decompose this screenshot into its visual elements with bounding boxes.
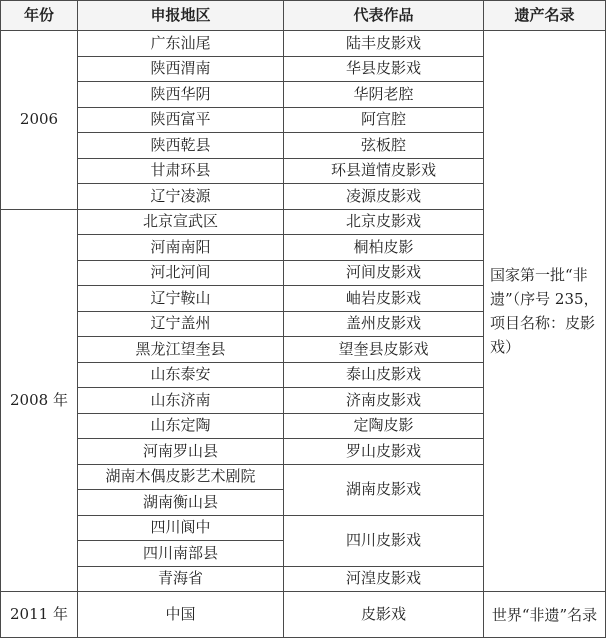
region-cell: 辽宁盖州 [78,311,284,337]
work-cell: 陆丰皮影戏 [284,31,484,57]
region-cell: 陕西富平 [78,107,284,133]
header-region: 申报地区 [78,1,284,31]
work-cell: 凌源皮影戏 [284,184,484,210]
work-cell: 华阴老腔 [284,82,484,108]
work-cell: 定陶皮影 [284,413,484,439]
region-cell: 辽宁凌源 [78,184,284,210]
region-cell: 广东汕尾 [78,31,284,57]
work-cell: 皮影戏 [284,592,484,638]
region-cell: 黑龙江望奎县 [78,337,284,363]
work-cell: 河间皮影戏 [284,260,484,286]
region-cell: 四川南部县 [78,541,284,567]
header-heritage: 遗产名录 [484,1,606,31]
region-cell: 河南罗山县 [78,439,284,465]
work-cell: 华县皮影戏 [284,56,484,82]
work-cell: 望奎县皮影戏 [284,337,484,363]
work-cell: 北京皮影戏 [284,209,484,235]
heritage-cell: 国家第一批“非遗”（序号 235，项目名称：皮影戏） [484,31,606,592]
work-cell: 弦板腔 [284,133,484,159]
work-cell: 济南皮影戏 [284,388,484,414]
region-cell: 四川阆中 [78,515,284,541]
work-cell: 泰山皮影戏 [284,362,484,388]
work-cell: 湖南皮影戏 [284,464,484,515]
header-year: 年份 [1,1,78,31]
region-cell: 北京宣武区 [78,209,284,235]
region-cell: 河南南阳 [78,235,284,261]
table-row [1,592,606,638]
region-cell: 山东定陶 [78,413,284,439]
region-cell: 陕西华阴 [78,82,284,108]
region-cell: 河北河间 [78,260,284,286]
work-cell: 河湟皮影戏 [284,566,484,592]
heritage-cell: 世界“非遗”名录 [484,592,606,638]
region-cell: 甘肃环县 [78,158,284,184]
work-cell: 环县道情皮影戏 [284,158,484,184]
work-cell: 岫岩皮影戏 [284,286,484,312]
work-cell: 桐柏皮影 [284,235,484,261]
region-cell: 辽宁鞍山 [78,286,284,312]
work-cell: 盖州皮影戏 [284,311,484,337]
table-row [1,31,606,57]
region-cell: 山东济南 [78,388,284,414]
work-cell: 罗山皮影戏 [284,439,484,465]
region-cell: 湖南木偶皮影艺术剧院 [78,464,284,490]
header-work: 代表作品 [284,1,484,31]
year-cell: 2008 年 [1,209,78,592]
header-row [1,1,606,31]
region-cell: 中国 [78,592,284,638]
work-cell: 阿宫腔 [284,107,484,133]
region-cell: 青海省 [78,566,284,592]
year-cell: 2011 年 [1,592,78,638]
work-cell: 四川皮影戏 [284,515,484,566]
year-cell: 2006 [1,31,78,210]
region-cell: 山东泰安 [78,362,284,388]
region-cell: 湖南衡山县 [78,490,284,516]
region-cell: 陕西渭南 [78,56,284,82]
region-cell: 陕西乾县 [78,133,284,159]
